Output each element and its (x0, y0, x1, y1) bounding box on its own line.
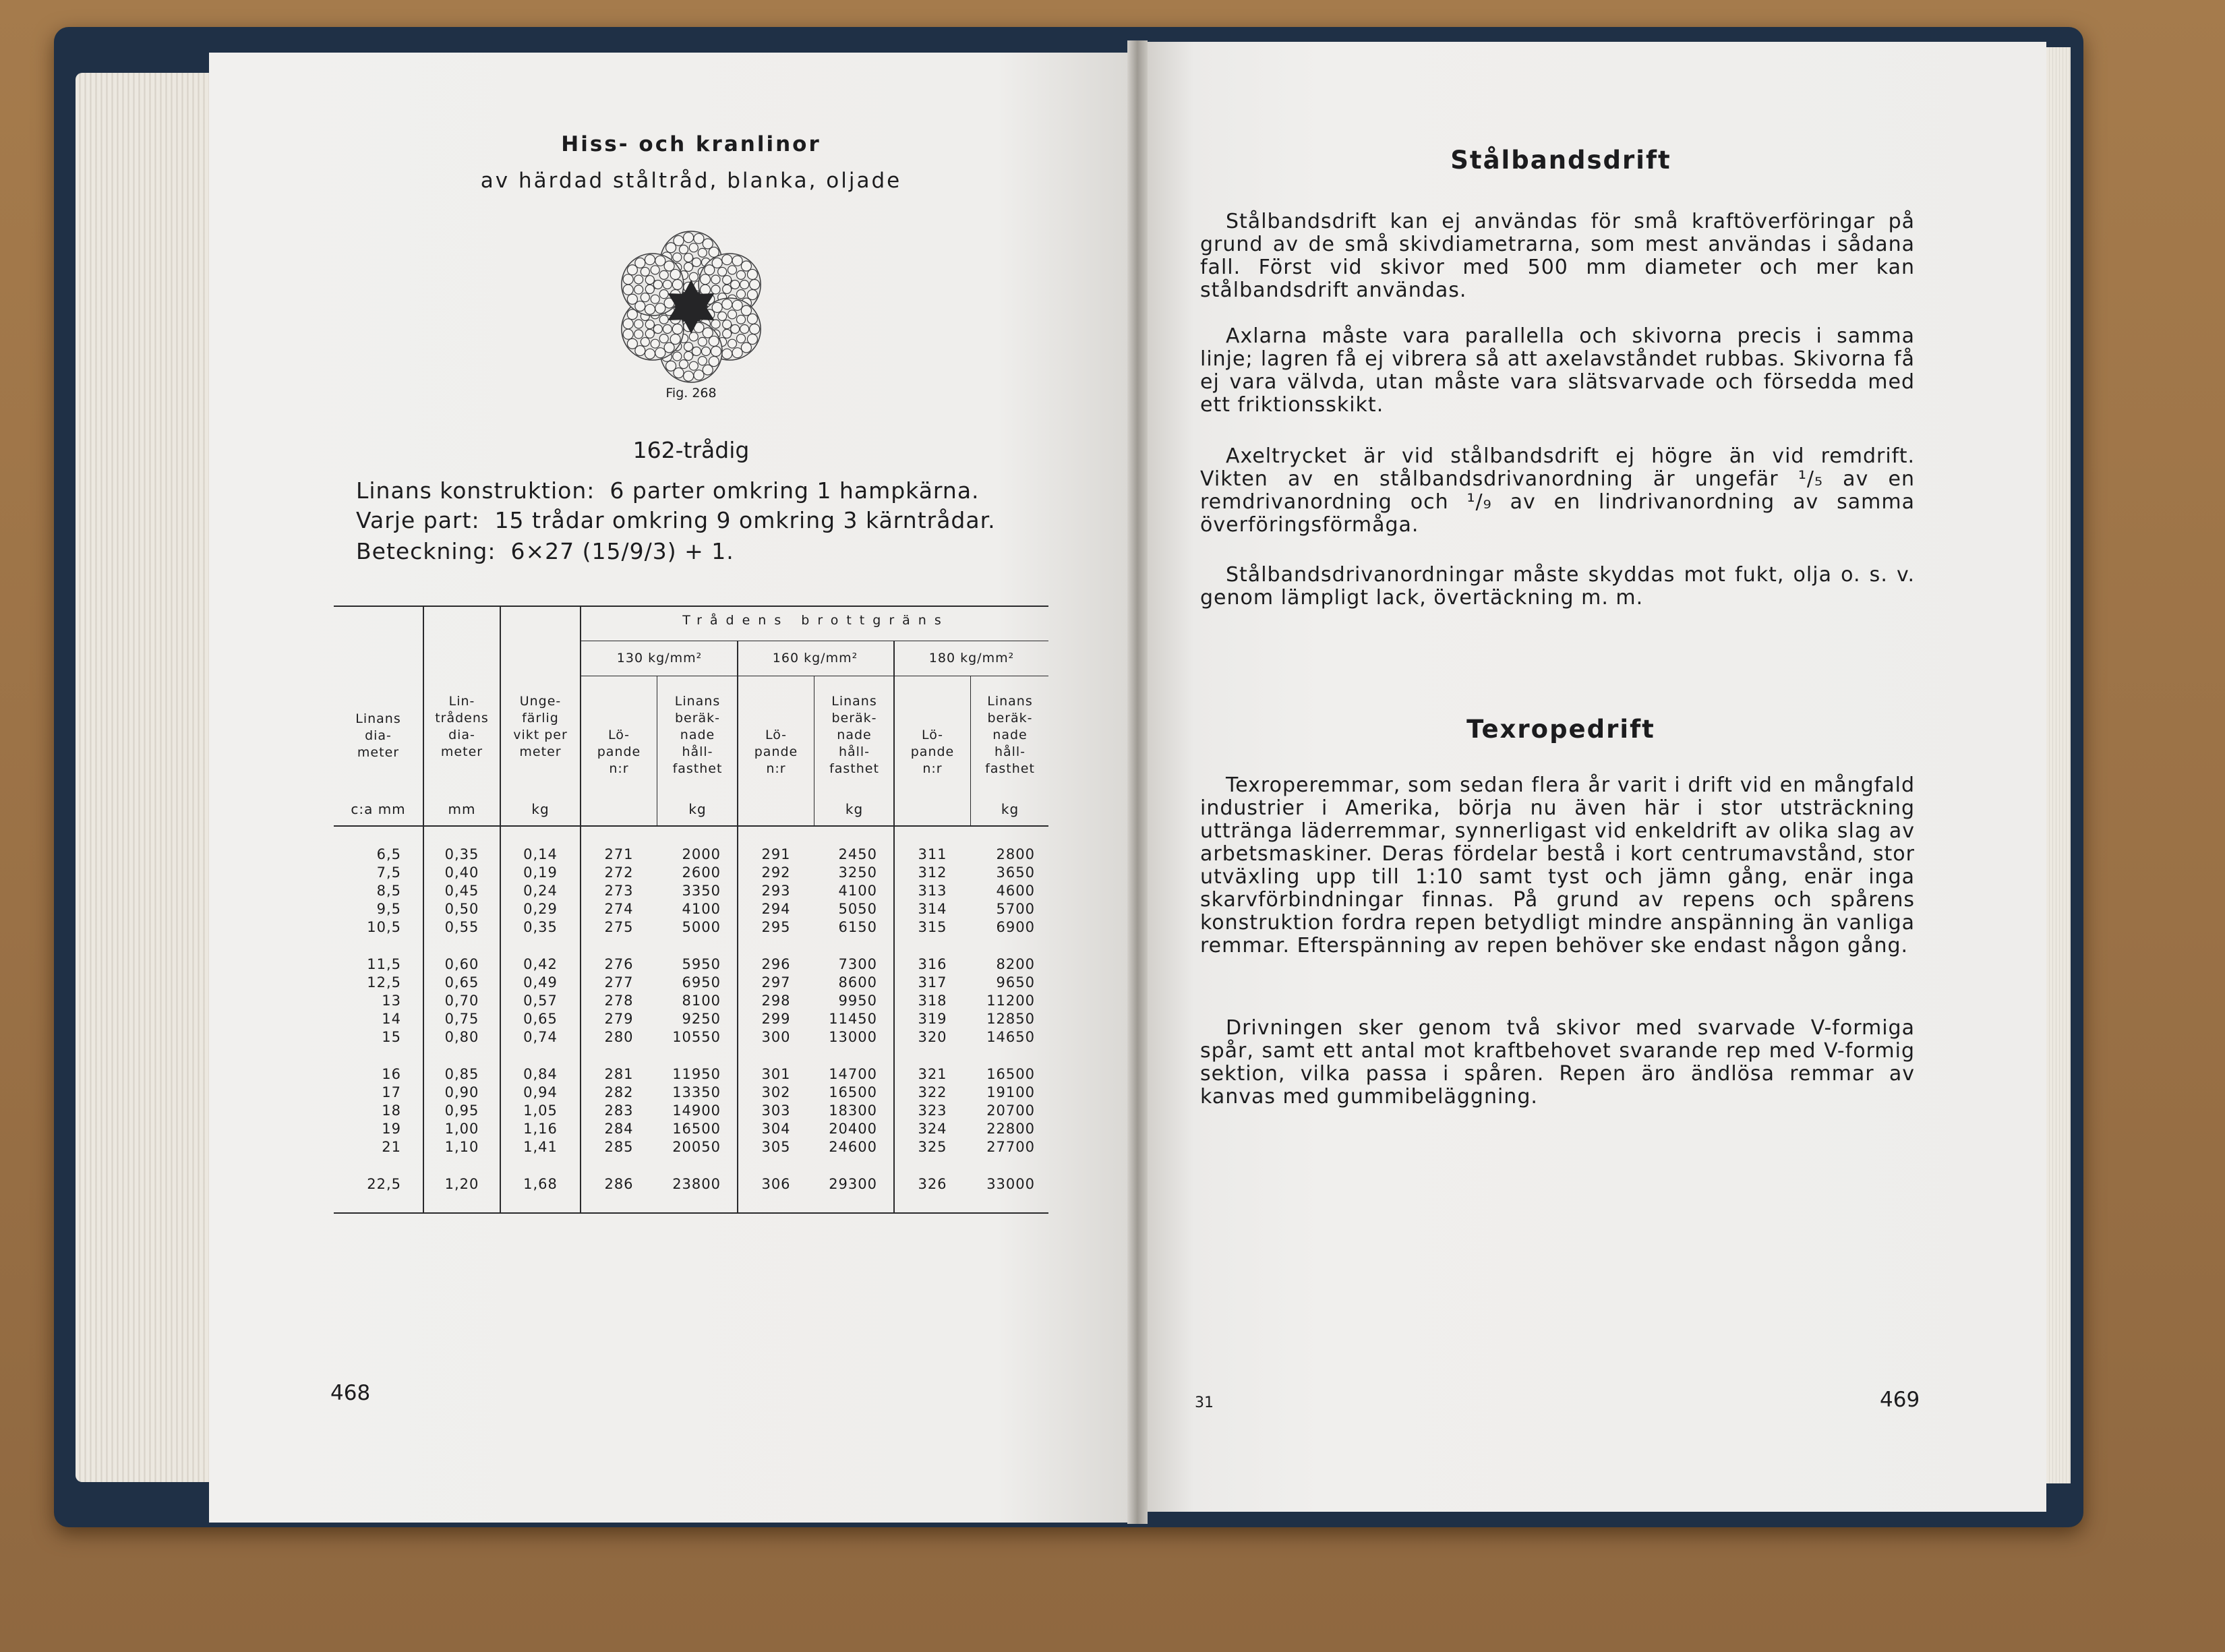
spec-line-designation (356, 538, 734, 564)
cell-serial-180: 318 (918, 993, 947, 1009)
cell-strength-130: 2000 (682, 846, 721, 862)
cell-serial-160: 303 (761, 1102, 791, 1119)
cell-serial-130: 278 (604, 993, 634, 1009)
right-page-number: 469 (1880, 1388, 1920, 1412)
cell-serial-130: 274 (604, 901, 634, 917)
spec-line-part (356, 507, 996, 533)
unit-strength-180: kg (1001, 801, 1019, 817)
cell-serial-180: 321 (918, 1066, 947, 1082)
cell-rope-diameter: 6,5 (376, 846, 401, 862)
cell-weight: 1,68 (523, 1176, 558, 1192)
cell-strength-180: 6900 (996, 919, 1035, 935)
book-gutter (1127, 40, 1148, 1524)
cell-serial-160: 301 (761, 1066, 791, 1082)
cell-serial-180: 324 (918, 1121, 947, 1137)
cell-strength-130: 6950 (682, 974, 721, 991)
cell-strength-130: 5950 (682, 956, 721, 972)
cell-serial-160: 298 (761, 993, 791, 1009)
cell-serial-180: 326 (918, 1176, 947, 1192)
spec-value: 6 parter omkring 1 hampkärna. (610, 477, 980, 504)
cell-serial-160: 291 (761, 846, 791, 862)
cell-strength-160: 4100 (838, 883, 877, 899)
unit-weight: kg (531, 801, 550, 817)
cell-wire-diameter: 0,85 (444, 1066, 479, 1082)
cell-rope-diameter: 9,5 (376, 901, 401, 917)
cell-strength-180: 19100 (986, 1084, 1035, 1100)
cell-weight: 0,35 (523, 919, 558, 935)
cell-strength-130: 20050 (672, 1139, 721, 1155)
cell-weight: 0,29 (523, 901, 558, 917)
cell-serial-130: 275 (604, 919, 634, 935)
cell-serial-160: 292 (761, 864, 791, 881)
cell-strength-160: 7300 (838, 956, 877, 972)
cell-weight: 0,74 (523, 1029, 558, 1045)
cell-serial-180: 313 (918, 883, 947, 899)
paragraph (1200, 325, 1915, 417)
unit-wire-diameter: mm (448, 801, 476, 817)
cell-strength-180: 9650 (996, 974, 1035, 991)
spec-label: Linans konstruktion: (356, 477, 595, 504)
cell-rope-diameter: 11,5 (367, 956, 401, 972)
cell-wire-diameter: 0,65 (444, 974, 479, 991)
cell-strength-160: 11450 (829, 1011, 877, 1027)
cell-wire-diameter: 0,50 (444, 901, 479, 917)
cell-wire-diameter: 1,20 (444, 1176, 479, 1192)
left-page-number: 468 (330, 1381, 371, 1405)
cell-rope-diameter: 7,5 (376, 864, 401, 881)
cell-serial-130: 285 (604, 1139, 634, 1155)
col-header-serial-180: Lö- pande n:r (910, 728, 955, 776)
cell-weight: 1,05 (523, 1102, 558, 1119)
spec-value: 6×27 (15/9/3) + 1. (510, 538, 734, 564)
wire-rope-table (334, 606, 1048, 1214)
col-header-wire-diameter: Lin- trådens dia- meter (435, 694, 489, 759)
cell-wire-diameter: 0,55 (444, 919, 479, 935)
cell-serial-130: 273 (604, 883, 634, 899)
cell-strength-180: 5700 (996, 901, 1035, 917)
cell-serial-180: 317 (918, 974, 947, 991)
spec-label: Varje part: (356, 507, 480, 533)
paragraph-text: Axeltrycket är vid stålbandsdrift ej högre än vid remdrift. Vikten av en stålbandsdrivanordning är ungefär ¹/₅ av en remdrivanordning och ¹/₉ av en lindrivanordning av samma överföringsförmåga. (1200, 444, 1915, 537)
cell-wire-diameter: 0,35 (444, 846, 479, 862)
cell-weight: 0,57 (523, 993, 558, 1009)
cell-serial-130: 279 (604, 1011, 634, 1027)
strength-130-header: 130 kg/mm² (616, 651, 703, 666)
cell-wire-diameter: 0,75 (444, 1011, 479, 1027)
cell-wire-diameter: 0,45 (444, 883, 479, 899)
cell-serial-160: 299 (761, 1011, 791, 1027)
cell-strength-160: 18300 (829, 1102, 877, 1119)
cell-serial-180: 314 (918, 901, 947, 917)
paragraph (1200, 564, 1915, 610)
cell-strength-160: 29300 (829, 1176, 877, 1192)
cell-serial-180: 319 (918, 1011, 947, 1027)
figure-caption: Fig. 268 (665, 386, 717, 401)
cell-weight: 0,42 (523, 956, 558, 972)
cell-strength-180: 16500 (986, 1066, 1035, 1082)
paragraph (1200, 1017, 1915, 1109)
cell-serial-130: 280 (604, 1029, 634, 1045)
cell-weight: 1,16 (523, 1121, 558, 1137)
cell-rope-diameter: 12,5 (367, 974, 401, 991)
col-header-serial-160: Lö- pande n:r (754, 728, 798, 776)
cell-strength-180: 20700 (986, 1102, 1035, 1119)
cell-strength-180: 2800 (996, 846, 1035, 862)
cell-rope-diameter: 22,5 (367, 1176, 401, 1192)
cell-strength-180: 4600 (996, 883, 1035, 899)
rope-strand (622, 254, 684, 316)
cell-strength-160: 3250 (838, 864, 877, 881)
cell-strength-130: 8100 (682, 993, 721, 1009)
cell-strength-180: 3650 (996, 864, 1035, 881)
cell-weight: 0,14 (523, 846, 558, 862)
cell-strength-160: 16500 (829, 1084, 877, 1100)
section-heading-stalbandsdrift: Stålbandsdrift (1450, 146, 1671, 175)
cell-serial-180: 315 (918, 919, 947, 935)
col-header-strength-180: Linans beräk- nade håll- fasthet (985, 694, 1035, 776)
cell-strength-180: 27700 (986, 1139, 1035, 1155)
cell-strength-130: 23800 (672, 1176, 721, 1192)
cell-serial-160: 305 (761, 1139, 791, 1155)
cell-strength-130: 3350 (682, 883, 721, 899)
cell-serial-160: 294 (761, 901, 791, 917)
paragraph-text: Stålbandsdrift kan ej användas för små kraftöverföringar på grund av de små skivdiametrarna, som mest användas i sådana fall. Först vid skivor med 500 mm diameter och mer kan stålbandsdrift användas. (1200, 210, 1915, 302)
cell-strength-130: 13350 (672, 1084, 721, 1100)
cell-strength-180: 14650 (986, 1029, 1035, 1045)
unit-rope-diameter: c:a mm (351, 801, 406, 817)
cell-serial-180: 312 (918, 864, 947, 881)
cell-strength-130: 11950 (672, 1066, 721, 1082)
spec-label: Beteckning: (356, 538, 496, 564)
cell-serial-130: 282 (604, 1084, 634, 1100)
cell-strength-180: 11200 (986, 993, 1035, 1009)
cell-serial-180: 311 (918, 846, 947, 862)
strength-180-header: 180 kg/mm² (928, 651, 1015, 666)
cell-weight: 0,84 (523, 1066, 558, 1082)
cell-serial-130: 272 (604, 864, 634, 881)
col-header-strength-130: Linans beräk- nade håll- fasthet (672, 694, 723, 776)
cell-serial-160: 293 (761, 883, 791, 899)
cell-serial-160: 306 (761, 1176, 791, 1192)
cell-weight: 0,24 (523, 883, 558, 899)
col-header-rope-diameter: Linans dia- meter (355, 711, 401, 760)
cell-serial-130: 271 (604, 846, 634, 862)
cell-wire-diameter: 1,00 (444, 1121, 479, 1137)
page-edges-left (76, 73, 224, 1482)
cell-strength-130: 14900 (672, 1102, 721, 1119)
cell-wire-diameter: 0,95 (444, 1102, 479, 1119)
cell-strength-160: 24600 (829, 1139, 877, 1155)
cell-strength-130: 10550 (672, 1029, 721, 1045)
cell-strength-160: 2450 (838, 846, 877, 862)
cell-strength-160: 6150 (838, 919, 877, 935)
cell-wire-diameter: 0,40 (444, 864, 479, 881)
cell-serial-180: 325 (918, 1139, 947, 1155)
cell-wire-diameter: 0,90 (444, 1084, 479, 1100)
cell-strength-160: 5050 (838, 901, 877, 917)
signature-mark: 31 (1195, 1394, 1214, 1411)
page-edges-right (2046, 47, 2071, 1483)
paragraph-text: Stålbandsdrivanordningar måste skyddas mot fukt, olja o. s. v. genom lämpligt lack, övertäckning m. m. (1200, 563, 1915, 610)
cell-strength-160: 20400 (829, 1121, 877, 1137)
cell-serial-130: 277 (604, 974, 634, 991)
wire-rope-cross-section-figure (614, 229, 769, 384)
col-header-strength-160: Linans beräk- nade håll- fasthet (829, 694, 879, 776)
cell-strength-160: 8600 (838, 974, 877, 991)
paragraph-text: Drivningen sker genom två skivor med svarvade V-formiga spår, samt ett antal mot kraftbehovet svarande rep med V-formig sektion, vilka passa i spåren. Repen äro ändlösa remmar av kanvas med gummibeläggning. (1200, 1016, 1915, 1109)
paragraph (1200, 210, 1915, 302)
spec-value: 15 trådar omkring 9 omkring 3 kärntrådar. (494, 507, 996, 533)
unit-strength-160: kg (845, 801, 864, 817)
cell-rope-diameter: 19 (382, 1121, 401, 1137)
section-heading-texropedrift: Texropedrift (1466, 715, 1655, 744)
paragraph-text: Axlarna måste vara parallella och skivorna precis i samma linje; lagren få ej vibrera så att axelavståndet rubbas. Skivorna få ej vara välvda, utan måste vara slätsvarvade och försedda med ett friktionsskikt. (1200, 324, 1915, 417)
cell-serial-160: 296 (761, 956, 791, 972)
strength-160-header: 160 kg/mm² (772, 651, 858, 666)
cell-strength-130: 16500 (672, 1121, 721, 1137)
cell-strength-130: 2600 (682, 864, 721, 881)
cell-serial-160: 300 (761, 1029, 791, 1045)
cell-rope-diameter: 14 (382, 1011, 401, 1027)
cell-serial-160: 297 (761, 974, 791, 991)
group-header: Trådens brottgräns (682, 613, 949, 628)
cell-strength-180: 22800 (986, 1121, 1035, 1137)
cell-serial-130: 281 (604, 1066, 634, 1082)
cell-serial-130: 286 (604, 1176, 634, 1192)
cell-weight: 0,65 (523, 1011, 558, 1027)
strand-type: 162-trådig (632, 437, 750, 463)
cell-serial-180: 323 (918, 1102, 947, 1119)
cell-strength-130: 5000 (682, 919, 721, 935)
cell-weight: 1,41 (523, 1139, 558, 1155)
cell-serial-180: 316 (918, 956, 947, 972)
cell-serial-160: 304 (761, 1121, 791, 1137)
cell-serial-130: 284 (604, 1121, 634, 1137)
cell-rope-diameter: 21 (382, 1139, 401, 1155)
cell-serial-130: 276 (604, 956, 634, 972)
cell-wire-diameter: 0,70 (444, 993, 479, 1009)
left-page-subtitle: av härdad ståltråd, blanka, oljade (480, 169, 902, 193)
paragraph (1200, 445, 1915, 537)
paragraph (1200, 774, 1915, 957)
cell-rope-diameter: 15 (382, 1029, 401, 1045)
cell-wire-diameter: 0,60 (444, 956, 479, 972)
cell-rope-diameter: 8,5 (376, 883, 401, 899)
cell-serial-160: 302 (761, 1084, 791, 1100)
cell-strength-130: 4100 (682, 901, 721, 917)
cell-strength-160: 13000 (829, 1029, 877, 1045)
cell-strength-160: 9950 (838, 993, 877, 1009)
left-page-title: Hiss- och kranlinor (561, 132, 821, 156)
cell-serial-180: 320 (918, 1029, 947, 1045)
cell-rope-diameter: 16 (382, 1066, 401, 1082)
cell-strength-130: 9250 (682, 1011, 721, 1027)
cell-strength-180: 8200 (996, 956, 1035, 972)
cell-wire-diameter: 1,10 (444, 1139, 479, 1155)
cell-rope-diameter: 13 (382, 993, 401, 1009)
col-header-weight: Unge- färlig vikt per meter (513, 694, 568, 759)
cell-serial-180: 322 (918, 1084, 947, 1100)
cell-strength-180: 12850 (986, 1011, 1035, 1027)
spec-line-construction (356, 477, 980, 504)
unit-strength-130: kg (688, 801, 707, 817)
cell-strength-180: 33000 (986, 1176, 1035, 1192)
cell-serial-160: 295 (761, 919, 791, 935)
cell-strength-160: 14700 (829, 1066, 877, 1082)
paragraph-text: Texroperemmar, som sedan flera år varit i drift vid en mångfald industrier i Amerika, börja nu även här i stor utsträckning uttränga läderremmar, synnerligast vid enkeldrift av olika slag av arbetsmaskiner. Deras fördelar bestå i kort centrumavstånd, stor utväxling upp till 1:10 samt tyst och jämn gång, enär inga skarvförbindningar finnas. På grund av repens och spårens konstruktion fordra repen betydligt mindre anspänning än vanliga remmar. Efterspänning av repen behöver ske endast någon gång. (1200, 773, 1915, 957)
cell-weight: 0,49 (523, 974, 558, 991)
cell-serial-130: 283 (604, 1102, 634, 1119)
cell-wire-diameter: 0,80 (444, 1029, 479, 1045)
cell-rope-diameter: 18 (382, 1102, 401, 1119)
col-header-serial-130: Lö- pande n:r (597, 728, 641, 776)
cell-weight: 0,94 (523, 1084, 558, 1100)
cell-weight: 0,19 (523, 864, 558, 881)
cell-rope-diameter: 17 (382, 1084, 401, 1100)
cell-rope-diameter: 10,5 (367, 919, 401, 935)
